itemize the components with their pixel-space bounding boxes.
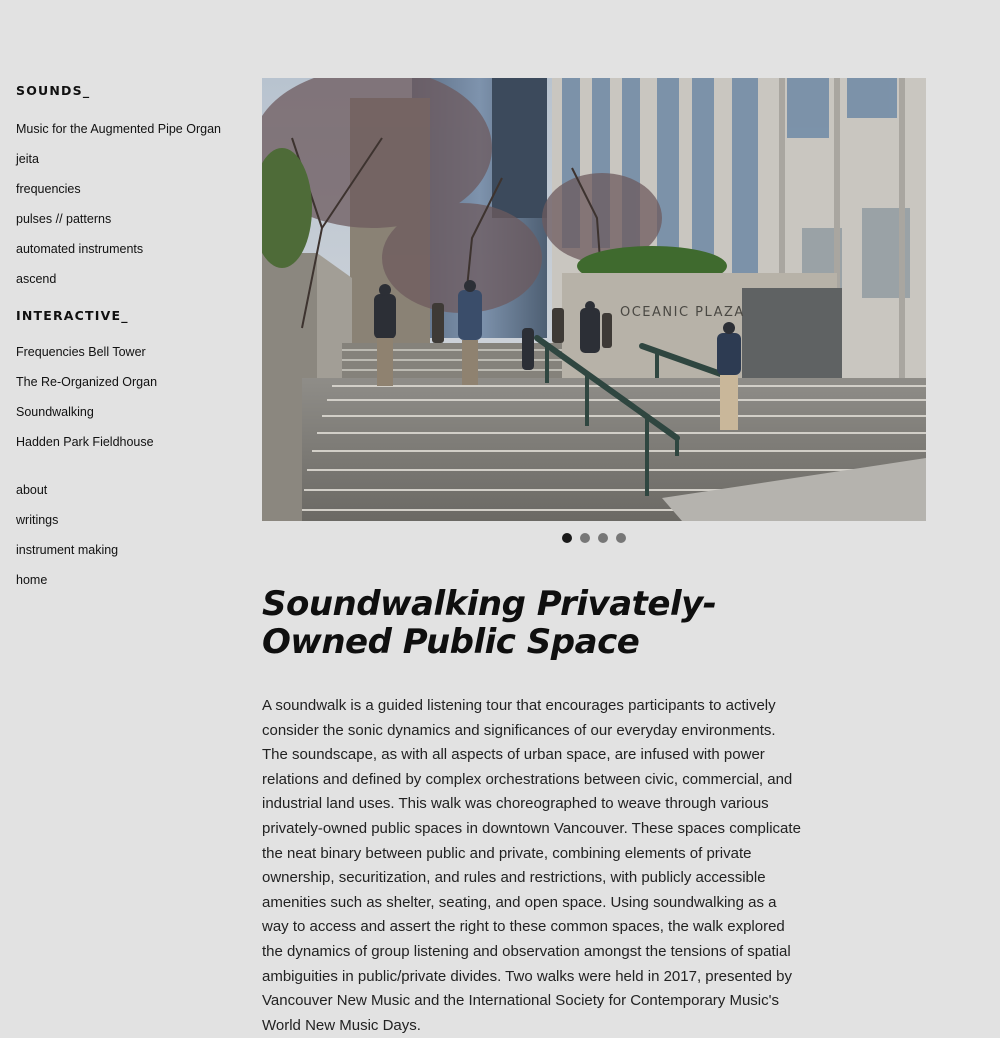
nav-link-soundwalking[interactable]: Soundwalking <box>16 405 94 419</box>
sounds-heading: SOUNDS_ <box>16 83 91 98</box>
hero-photo[interactable] <box>262 78 926 521</box>
interactive-list <box>16 337 236 457</box>
slideshow-pagination <box>262 533 926 543</box>
nav-link-about[interactable]: about <box>16 483 48 497</box>
nav-link-hadden-park-fieldhouse[interactable]: Hadden Park Fieldhouse <box>16 435 154 449</box>
slide-dot-4[interactable] <box>616 533 626 543</box>
nav-link-jeita[interactable]: jeita <box>16 152 39 166</box>
article-body: A soundwalk is a guided listening tour that encourages participants to actively consider the sonic dynamics and significances of our everyday environments. The soundscape, as with all aspects of urban space, are infused with power relations and defined by complex orchestrations between civic, commercial, and industrial land uses. This walk was choreographed to weave through various privately-owned public spaces in downtown Vancouver. These spaces complicate the neat binary between public and private, combining elements of private ownership, securitization, and rules and restrictions, with publicly accessible amenities such as shelter, seating, and open space. Using soundwalking as a way to access and assert the right to these common spaces, the walk explored the dynamics of group listening and observation amongst the tensions of spatial ambiguities in public/private divides. Two walks were held in 2017, presented by Vancouver New Music and the International Society for Contemporary Music's World New Music Days. <box>262 697 801 1034</box>
misc-list <box>16 475 236 595</box>
nav-link-frequencies-bell-tower[interactable]: Frequencies Bell Tower <box>16 345 146 359</box>
nav-link-frequencies[interactable]: frequencies <box>16 182 81 196</box>
nav-link-instrument-making[interactable]: instrument making <box>16 543 119 557</box>
article-title: Soundwalking Privately-Owned Public Space <box>262 584 717 662</box>
nav-link-reorganized-organ[interactable]: The Re-Organized Organ <box>16 375 158 389</box>
oceanic-plaza-sign: OCEANIC PLAZA <box>620 305 745 320</box>
nav-link-automated-instruments[interactable]: automated instruments <box>16 242 144 256</box>
interactive-heading: INTERACTIVE_ <box>16 308 129 323</box>
slide-dot-1[interactable] <box>562 533 572 543</box>
slide-dot-3[interactable] <box>598 533 608 543</box>
nav-link-music-augmented-pipe-organ[interactable]: Music for the Augmented Pipe Organ <box>16 122 221 136</box>
main-content <box>262 78 926 1038</box>
nav-link-home[interactable]: home <box>16 573 48 587</box>
sidebar-nav <box>16 80 236 595</box>
slide-dot-2[interactable] <box>580 533 590 543</box>
nav-link-ascend[interactable]: ascend <box>16 272 57 286</box>
nav-link-writings[interactable]: writings <box>16 513 59 527</box>
sounds-list <box>16 114 236 294</box>
nav-link-pulses-patterns[interactable]: pulses // patterns <box>16 212 112 226</box>
